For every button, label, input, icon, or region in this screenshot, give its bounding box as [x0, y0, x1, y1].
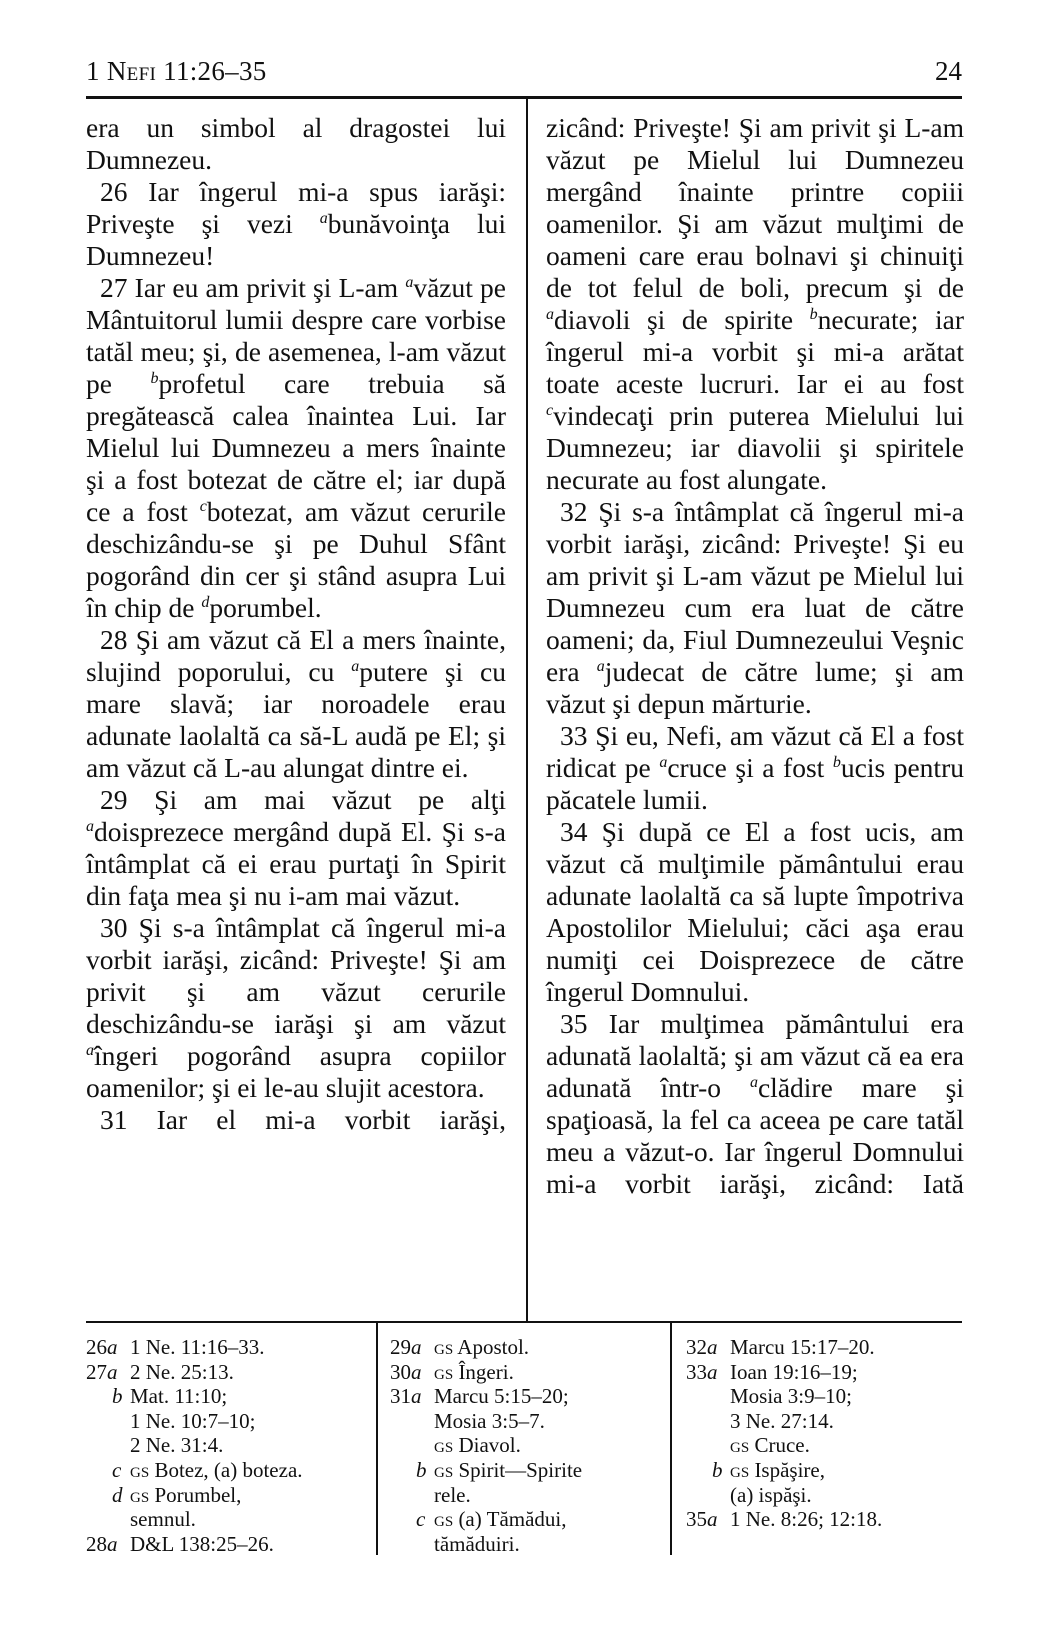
verse-text: bunăvoinţa lui Dumnezeu!: [86, 208, 506, 271]
chapter-reference: [86, 56, 267, 87]
footnote-ref-text: Marcu 5:15–20;: [434, 1384, 569, 1409]
footnote-key: [686, 1335, 730, 1360]
footnote-ref-text: Cruce.: [754, 1433, 810, 1458]
footnote-ref-text: Mat. 11:10;: [130, 1384, 228, 1409]
verse-text: 27 Iar eu am privit şi L-am: [100, 272, 406, 303]
right-text-column: [546, 112, 964, 1200]
footnote-marker: b: [809, 306, 818, 323]
footnote-ref-text: 1 Ne. 8:26; 12:18.: [730, 1507, 883, 1532]
footnote-marker: a: [405, 274, 414, 291]
footnote-entry: [686, 1507, 962, 1532]
footnote-entry: [686, 1458, 962, 1483]
verse-text: clădire mare şi spaţioasă, la fel ca aceea pe care tatăl meu a văzut-o. Iar îngerul Domnului mi-a vorbit iarăşi, zicând: Iată: [546, 1072, 964, 1199]
footnote-key: [686, 1507, 730, 1532]
verse-paragraph: [86, 112, 506, 176]
footnotes-column-2: [390, 1335, 670, 1556]
verse-text: botezat, am văzut cerurile deschizându-se şi pe Duhul Sfânt pogorând din cer şi stând asupra Lui în chip de: [86, 496, 506, 623]
book-name: Nefi: [106, 56, 157, 86]
guide-to-scriptures-abbr: gs: [434, 1507, 454, 1532]
footnote-key: [390, 1360, 434, 1385]
footnote-entry: [686, 1409, 962, 1434]
verse-text: 32 Şi s-a întâmplat că îngerul mi-a vorbit iarăşi, zicând: Priveşte! Şi eu am privit şi L-am văzut pe Mielul lui Dumnezeu cum era luat de către oameni; da, Fiul Dumnezeului Veşnic era: [546, 496, 964, 687]
footnote-ref-text: (a) ispăşi.: [730, 1482, 812, 1507]
footnote-letter: a: [411, 1384, 422, 1409]
footnote-marker: a: [319, 210, 328, 227]
footnote-marker: a: [749, 1074, 758, 1091]
footnote-ref-text: 3 Ne. 27:14.: [730, 1408, 834, 1433]
footnote-key: [390, 1384, 434, 1409]
footnote-letter: b: [416, 1457, 427, 1482]
footnote-entry: [390, 1409, 670, 1434]
footnote-entry: [390, 1384, 670, 1409]
footnote-letter: a: [707, 1359, 718, 1384]
verse-text: văzut pe Mântuitorul lumii despre care vorbise tatăl meu; şi, de asemenea, l-am văzut pe: [86, 272, 506, 399]
verse-text: vindecaţi prin puterea Mielului lui Dumnezeu; iar diavolii şi spiritele necurate au fost alungate.: [546, 400, 964, 495]
footnote-entry: [686, 1384, 962, 1409]
footnote-divider-2: [670, 1323, 672, 1555]
verse-text: 31 Iar el mi-a vorbit iarăşi,: [100, 1104, 506, 1135]
footnote-entry: [86, 1409, 376, 1434]
verse-text: 29 Şi am mai văzut pe alţi: [100, 784, 506, 815]
verse-paragraph: [86, 784, 506, 912]
verse-paragraph: [86, 624, 506, 784]
verse-text: 33 Şi eu, Nefi, am văzut că El a fost ridicat pe: [546, 720, 964, 783]
footnote-letter: a: [707, 1507, 718, 1532]
page-number: 24: [935, 56, 962, 86]
footnote-rule: [86, 1321, 962, 1323]
book-number: 1: [86, 56, 100, 86]
footnote-marker: a: [86, 818, 94, 835]
footnote-letter: a: [411, 1359, 422, 1384]
guide-to-scriptures-abbr: gs: [434, 1433, 454, 1458]
guide-to-scriptures-abbr: gs: [730, 1433, 750, 1458]
footnote-key: [86, 1532, 130, 1557]
footnote-marker: a: [596, 658, 605, 675]
footnote-entry: [390, 1458, 670, 1483]
footnote-key: [86, 1335, 130, 1360]
footnote-ref-text: Apostol.: [457, 1335, 530, 1359]
footnote-marker: a: [546, 306, 554, 323]
footnote-ref-text: 2 Ne. 31:4.: [130, 1433, 224, 1458]
footnote-marker: c: [546, 402, 554, 419]
footnote-marker: b: [150, 370, 159, 387]
verse-paragraph: [546, 112, 964, 496]
footnote-verse-number: 31: [390, 1384, 411, 1409]
footnote-ref-text: Mosia 3:5–7.: [434, 1408, 545, 1433]
footnote-ref-text: Îngeri.: [458, 1359, 514, 1384]
running-header: [86, 56, 962, 96]
footnote-marker: d: [201, 594, 210, 611]
verse-paragraph: [546, 720, 964, 816]
footnote-letter: c: [112, 1457, 122, 1482]
footnote-ref-text: Ispăşire,: [754, 1457, 825, 1482]
footnote-verse-number: 32: [686, 1335, 707, 1359]
guide-to-scriptures-abbr: gs: [434, 1359, 454, 1384]
footnote-key: [390, 1335, 434, 1360]
footnote-key: [686, 1360, 730, 1385]
footnote-verse-number: 33: [686, 1359, 707, 1384]
footnote-entry: [390, 1433, 670, 1458]
footnote-letter: b: [112, 1384, 123, 1409]
footnote-ref-text: semnul.: [130, 1507, 196, 1532]
footnote-entry: [390, 1532, 670, 1557]
footnote-entry: [86, 1507, 376, 1532]
verse-paragraph: [546, 496, 964, 720]
footnote-entry: [390, 1483, 670, 1508]
footnote-marker: c: [199, 498, 207, 515]
guide-to-scriptures-abbr: gs: [130, 1482, 150, 1507]
footnote-ref-text: Marcu 15:17–20.: [730, 1335, 875, 1359]
verse-text: ucis pentru păcatele lumii.: [546, 752, 964, 815]
footnote-letter: a: [707, 1335, 718, 1359]
footnote-entry: [86, 1335, 376, 1360]
verse-paragraph: [546, 816, 964, 1008]
footnote-entry: [86, 1433, 376, 1458]
footnote-entry: [390, 1335, 670, 1360]
footnote-ref-text: (a) Tămădui,: [458, 1507, 567, 1532]
footnote-letter: a: [107, 1335, 118, 1359]
verse-text: cruce şi a fost: [667, 752, 833, 783]
footnote-ref-text: Mosia 3:9–10;: [730, 1384, 852, 1409]
footnote-marker: a: [659, 754, 668, 771]
footnotes-column-1: [86, 1335, 376, 1556]
left-text-column: [86, 112, 506, 1136]
guide-to-scriptures-abbr: gs: [730, 1457, 750, 1482]
footnote-key: [86, 1360, 130, 1385]
verse-text: 35 Iar mulţimea pământului era adunată laolaltă; şi am văzut că ea era adunată într-o: [546, 1008, 964, 1103]
footnote-ref-text: Botez, (a) boteza.: [154, 1457, 303, 1482]
footnote-entry: [86, 1532, 376, 1557]
guide-to-scriptures-abbr: gs: [130, 1457, 150, 1482]
footnote-ref-text: Spirit—Spirite: [458, 1457, 583, 1482]
footnote-verse-number: 29: [390, 1335, 411, 1359]
footnote-entry: [86, 1360, 376, 1385]
footnote-verse-number: 26: [86, 1335, 107, 1359]
verse-paragraph: [86, 176, 506, 272]
verse-text: 34 Şi după ce El a fost ucis, am văzut că mulţimile pământului erau adunate laolaltă ca să lupte împotriva Apostolilor Mielului; căci aşa erau numiţi cei Doisprezece de către îngerul Domnului.: [546, 816, 964, 1007]
footnote-entry: [390, 1507, 670, 1532]
footnote-divider-1: [376, 1323, 378, 1555]
footnote-marker: a: [351, 658, 360, 675]
verse-text: era un simbol al dragostei lui Dumnezeu.: [86, 112, 506, 175]
footnote-ref-text: 1 Ne. 11:16–33.: [130, 1335, 265, 1359]
footnote-ref-text: Ioan 19:16–19;: [730, 1359, 858, 1384]
footnote-verse-number: 35: [686, 1507, 707, 1532]
verse-text: zicând: Priveşte! Şi am privit şi L-am văzut pe Mielul lui Dumnezeu mergând înainte printre copiii oamenilor. Şi am văzut mulţimi de oameni care erau bolnavi şi chinuiţi de tot felul de boli, precum şi de: [546, 112, 964, 303]
verse-text: 26 Iar îngerul mi-a spus iarăşi: Priveşte şi vezi: [86, 176, 506, 239]
footnote-letter: a: [411, 1335, 422, 1359]
verse-text: profetul care trebuia să pregătească calea înaintea Lui. Iar Mielul lui Dumnezeu a mers înainte şi a fost botezat de către el; iar după ce a fost: [86, 368, 506, 527]
footnote-verse-number: 27: [86, 1359, 107, 1384]
footnote-ref-text: D&L 138:25–26.: [130, 1531, 274, 1556]
footnote-entry: [86, 1458, 376, 1483]
verse-paragraph: [86, 912, 506, 1104]
footnote-letter: b: [712, 1457, 723, 1482]
footnote-entry: [86, 1483, 376, 1508]
verse-text: doisprezece mergând după El. Şi s-a întâmplat că ei erau purtaţi în Spirit din faţa mea şi nu i-am mai văzut.: [86, 816, 506, 911]
verse-paragraph: [86, 272, 506, 624]
guide-to-scriptures-abbr: gs: [434, 1457, 454, 1482]
verse-paragraph: [86, 1104, 506, 1136]
footnote-ref-text: tămăduiri.: [434, 1531, 520, 1556]
footnote-marker: b: [832, 754, 841, 771]
footnote-ref-text: 1 Ne. 10:7–10;: [130, 1408, 256, 1433]
footnote-entry: [686, 1335, 962, 1360]
header-rule: [86, 96, 962, 99]
verse-text: îngeri pogorând asupra copiilor oamenilor; şi ei le-au slujit acestora.: [86, 1040, 506, 1103]
footnote-letter: a: [107, 1531, 118, 1556]
column-divider: [526, 99, 528, 1322]
verse-text: judecat de către lume; şi am văzut şi depun mărturie.: [546, 656, 964, 719]
footnote-verse-number: 28: [86, 1531, 107, 1556]
footnotes-column-3: [686, 1335, 962, 1532]
verse-text: necurate; iar îngerul mi-a vorbit şi mi-a arătat toate aceste lucruri. Iar ei au fost: [546, 304, 964, 399]
footnote-ref-text: 2 Ne. 25:13.: [130, 1359, 234, 1384]
footnote-ref-text: Diavol.: [458, 1433, 521, 1458]
verse-paragraph: [546, 1008, 964, 1200]
footnote-entry: [686, 1483, 962, 1508]
footnote-letter: d: [112, 1482, 123, 1507]
verse-text: 28 Şi am văzut că El a mers înainte, slujind poporului, cu: [86, 624, 506, 687]
verse-text: putere şi cu mare slavă; iar noroadele erau adunate laolaltă ca să-L audă pe El; şi am văzut că L-au alungat dintre ei.: [86, 656, 506, 783]
footnote-ref-text: Porumbel,: [154, 1482, 242, 1507]
footnote-verse-number: 30: [390, 1359, 411, 1384]
footnote-marker: a: [86, 1042, 94, 1059]
guide-to-scriptures-abbr: gs: [434, 1335, 454, 1359]
verse-text: diavoli şi de spirite: [554, 304, 810, 335]
footnote-entry: [686, 1433, 962, 1458]
footnote-letter: a: [107, 1359, 118, 1384]
footnote-entry: [390, 1360, 670, 1385]
footnote-letter: c: [416, 1507, 426, 1532]
footnote-entry: [86, 1384, 376, 1409]
verse-range: 11:26–35: [163, 56, 267, 86]
footnote-ref-text: rele.: [434, 1482, 471, 1507]
footnote-entry: [686, 1360, 962, 1385]
verse-text: 30 Şi s-a întâmplat că îngerul mi-a vorbit iarăşi, zicând: Priveşte! Şi am privit şi am văzut cerurile deschizându-se iarăşi şi am văzut: [86, 912, 506, 1039]
verse-text: porumbel.: [209, 592, 322, 623]
